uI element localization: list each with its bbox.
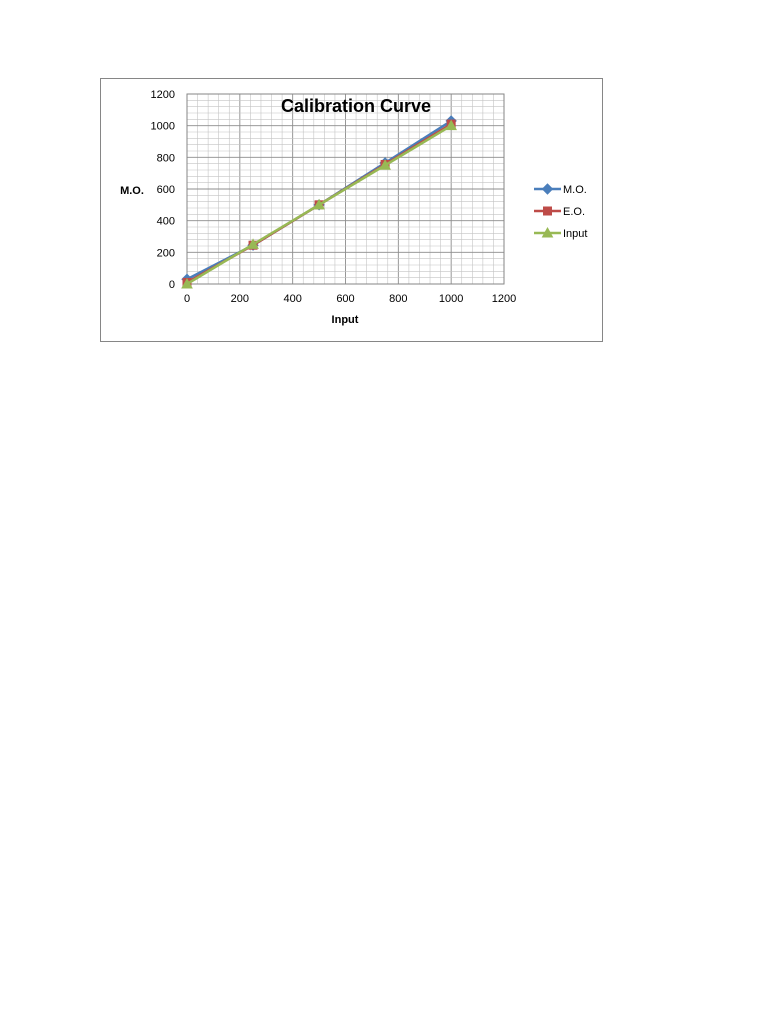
y-tick-label: 600: [156, 184, 175, 196]
y-tick-label: 400: [156, 215, 175, 228]
y-tick-label: 200: [156, 247, 175, 260]
x-tick-label: 200: [230, 293, 250, 305]
x-tick-label: 1200: [491, 293, 517, 305]
chart-title: Calibration Curve: [280, 96, 432, 116]
chart-area: [100, 78, 603, 342]
x-tick-label: 800: [389, 293, 408, 305]
legend-marker-e-o: [544, 207, 552, 215]
y-tick-label: 0: [168, 279, 175, 291]
legend-marker-m-o: [543, 184, 553, 194]
legend-label-e-o: E.O.: [563, 206, 586, 218]
x-tick-label: 1000: [438, 293, 464, 305]
legend-item-e-o: [534, 206, 585, 218]
x-tick-label: 400: [283, 293, 302, 305]
y-tick-label: 800: [156, 152, 175, 165]
y-tick-label: 1200: [150, 89, 175, 101]
y-tick-label: 1000: [150, 120, 175, 133]
legend-label-input: Input: [563, 228, 588, 240]
x-axis-label: Input: [331, 314, 359, 326]
x-tick-label: 0: [183, 293, 191, 305]
legend-label-m-o: M.O.: [563, 184, 587, 196]
x-tick-label: 600: [336, 293, 355, 305]
legend-item-input: [534, 228, 587, 240]
legend-item-m-o: [534, 184, 587, 196]
y-axis-label: M.O.: [120, 185, 144, 197]
legend: [534, 184, 587, 240]
chart-svg: [101, 79, 604, 343]
